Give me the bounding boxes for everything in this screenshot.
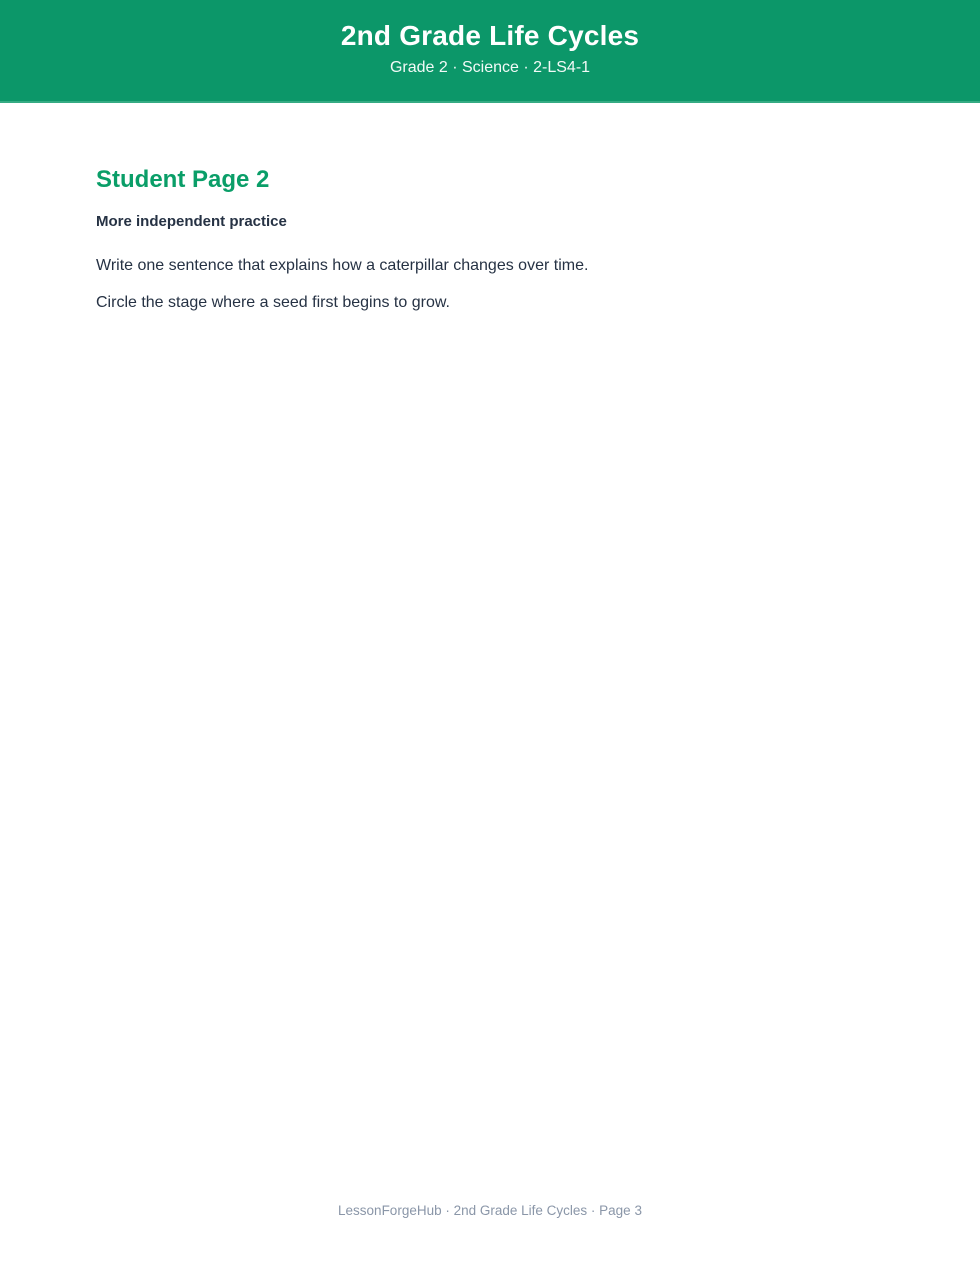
document-subtitle: Grade 2 · Science · 2-LS4-1 [389, 59, 591, 76]
document-title: 2nd Grade Life Cycles [340, 20, 640, 51]
page-content [0, 166, 980, 312]
instruction-circle-seed-stage: Circle the stage where a seed first begins to grow. [96, 294, 450, 311]
title-banner [0, 0, 980, 103]
section-title: Student Page 2 [96, 166, 270, 193]
page-footer [0, 1202, 980, 1219]
instruction-caterpillar-sentence: Write one sentence that explains how a caterpillar changes over time. [96, 257, 589, 274]
section-subheading: More independent practice [96, 213, 287, 230]
footer-text: LessonForgeHub · 2nd Grade Life Cycles · Page 3 [338, 1203, 642, 1218]
